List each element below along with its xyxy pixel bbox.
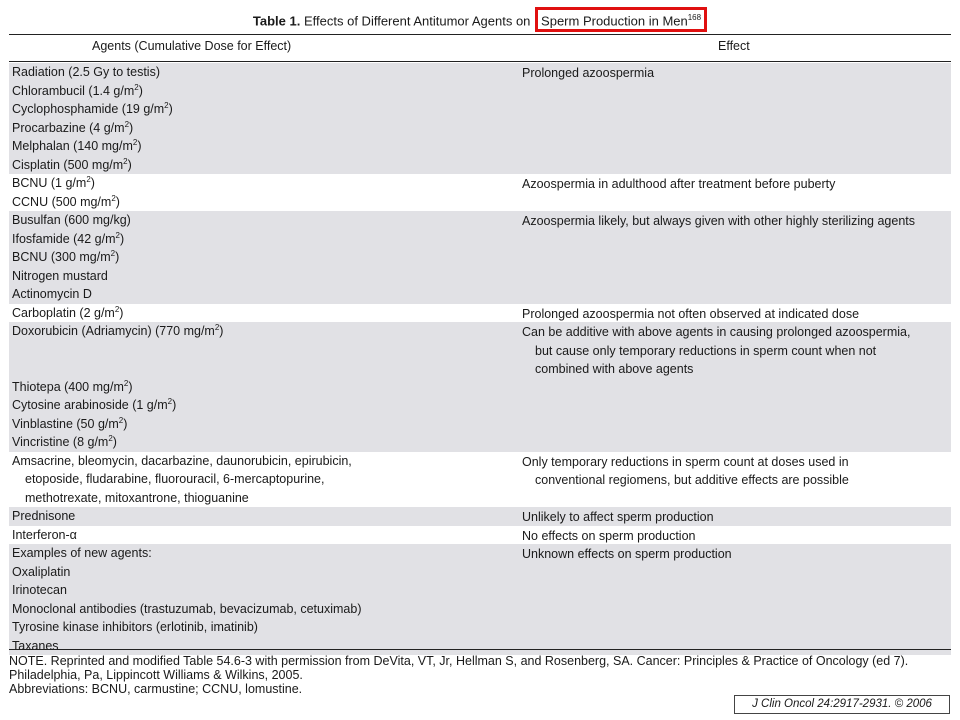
title-reference: 168 (687, 13, 702, 22)
dose-unit-superscript: 2 (114, 304, 120, 314)
effect-text: but cause only temporary reductions in sperm count when not (535, 343, 877, 358)
agent-line (12, 396, 512, 415)
agents-cell (12, 507, 512, 526)
agent-text: Cyclophosphamide (19 g/m (12, 102, 165, 116)
agent-text: Procarbazine (4 g/m (12, 120, 125, 135)
dose-unit-superscript: 2 (118, 415, 124, 425)
agent-text: Carboplatin (2 g/m (12, 305, 115, 320)
agents-cell (12, 63, 512, 174)
agent-text: Taxanes (12, 638, 59, 653)
effect-text: Can be additive with above agents in causing prolonged azoospermia, (522, 325, 911, 339)
title-highlight-text: Sperm Production in Men (541, 13, 688, 29)
agent-text: Chlorambucil (1.4 g/m (12, 83, 135, 98)
table-body (9, 63, 951, 655)
effect-text: combined with above agents (535, 362, 694, 376)
dose-unit-superscript: 2 (134, 82, 139, 92)
effect-text: Azoospermia likely, but always given with other highly sterilizing agents (522, 214, 916, 228)
agent-text: Prednisone (12, 509, 76, 523)
effect-text: Azoospermia in adulthood after treatment before puberty (522, 177, 836, 191)
effect-text: Unlikely to affect sperm production (522, 510, 714, 524)
agent-text-close: ) (90, 176, 95, 190)
agent-line (12, 304, 512, 323)
agent-line (12, 119, 512, 138)
dose-unit-superscript: 2 (123, 378, 129, 388)
dose-unit-superscript: 2 (167, 396, 173, 406)
agent-text: Thiotepa (400 mg/m (12, 379, 124, 394)
journal-citation: J Clin Oncol 24:2917-2931. © 2006 (734, 695, 950, 714)
agent-line (12, 267, 512, 286)
agents-cell (12, 322, 512, 452)
footnote-line: NOTE. Reprinted and modified Table 54.6-3 with permission from DeVita, VT, Jr, Hellman S, and Rosenberg, SA. Cancer: Principles & Practice of Oncology (ed 7). (9, 654, 909, 668)
table-footnote (9, 654, 949, 696)
column-header-agents: Agents (Cumulative Dose for Effect) (92, 39, 292, 53)
table-row (9, 526, 951, 545)
agents-cell (12, 544, 512, 655)
table-row (9, 63, 951, 174)
dose-unit-superscript: 2 (164, 100, 169, 110)
table-row (9, 452, 951, 508)
agent-text-close: ) (137, 139, 142, 153)
agent-text: Ifosfamide (42 g/m (12, 231, 116, 246)
table-row (9, 211, 951, 304)
agent-line (12, 137, 512, 156)
agent-text: BCNU (300 mg/m (12, 250, 111, 264)
agent-line (12, 248, 512, 267)
table-top-rule (9, 34, 951, 35)
title-highlight-box (535, 7, 707, 32)
agent-line (12, 378, 512, 397)
agent-line (12, 470, 512, 489)
dose-unit-superscript: 2 (123, 156, 128, 166)
abbreviations-line: Abbreviations: BCNU, carmustine; CCNU, lomustine. (9, 682, 303, 696)
table-title (0, 7, 960, 29)
effect-cell (522, 544, 950, 564)
agent-text: Vinblastine (50 g/m (12, 416, 119, 431)
agent-text-close: ) (115, 194, 120, 209)
agent-text: Nitrogen mustard (12, 268, 108, 283)
agent-text: Vincristine (8 g/m (12, 435, 109, 449)
dose-unit-superscript: 2 (111, 193, 116, 203)
effect-cell (522, 507, 950, 527)
agent-text: Cytosine arabinoside (1 g/m (12, 398, 168, 412)
agent-line (12, 433, 512, 452)
agent-text: BCNU (1 g/m (12, 176, 87, 190)
agent-text-close: ) (138, 83, 143, 98)
agent-line (12, 507, 512, 526)
effect-cell (522, 174, 950, 194)
agent-line (12, 581, 512, 600)
agent-line (12, 285, 512, 304)
column-header-effect: Effect (718, 39, 750, 53)
agent-text: Radiation (2.5 Gy to testis) (12, 65, 160, 79)
agent-text: Amsacrine, bleomycin, dacarbazine, daunorubicin, epirubicin, (12, 453, 352, 468)
agent-text: methotrexate, mitoxantrone, thioguanine (25, 490, 249, 505)
effect-text: Only temporary reductions in sperm count at doses used in (522, 454, 849, 469)
footnote-line: Philadelphia, Pa, Lippincott Williams & Wilkins, 2005. (9, 668, 303, 682)
dose-unit-superscript: 2 (214, 322, 220, 332)
agent-line (12, 174, 512, 193)
agent-line (12, 63, 512, 82)
agents-cell (12, 526, 512, 545)
table-row (9, 322, 951, 452)
effect-cell (522, 211, 950, 231)
effect-cell (522, 322, 950, 379)
agent-text: etoposide, fludarabine, fluorouracil, 6-mercaptopurine, (25, 472, 325, 486)
agent-line (12, 489, 512, 508)
agent-line (12, 230, 512, 249)
dose-unit-superscript: 2 (86, 174, 91, 184)
agent-line (12, 193, 512, 212)
agents-cell (12, 211, 512, 304)
table-row (9, 507, 951, 526)
agent-text: Examples of new agents: (12, 546, 152, 560)
agent-text: CCNU (500 mg/m (12, 194, 112, 209)
table-row (9, 304, 951, 323)
effect-text: Prolonged azoospermia not often observed at indicated dose (522, 306, 860, 321)
agents-cell (12, 452, 512, 508)
agents-cell (12, 174, 512, 211)
agent-line (12, 563, 512, 582)
agents-cell (12, 304, 512, 323)
agent-text-close: ) (123, 416, 128, 431)
agent-text: Irinotecan (12, 583, 67, 597)
agent-line (12, 100, 512, 119)
agent-text: Monoclonal antibodies (trastuzumab, bevacizumab, cetuximab) (12, 601, 362, 616)
agent-line (12, 359, 512, 378)
agent-line (12, 82, 512, 101)
effect-cell (522, 526, 950, 546)
agent-text: Actinomycin D (12, 287, 92, 301)
agent-text-close: ) (128, 379, 133, 394)
agent-line (12, 211, 512, 230)
agent-line (12, 618, 512, 637)
agent-line (12, 637, 512, 656)
agent-line (12, 322, 512, 341)
agent-text: Doxorubicin (Adriamycin) (770 mg/m (12, 324, 215, 338)
agent-line (12, 600, 512, 619)
agent-line (12, 341, 512, 360)
table-header-rule (9, 61, 951, 62)
effect-text: No effects on sperm production (522, 528, 696, 543)
table-number: Table 1. (252, 13, 301, 29)
dose-unit-superscript: 2 (110, 248, 116, 258)
agent-text: Melphalan (140 mg/m (12, 139, 133, 153)
agent-line (12, 415, 512, 434)
effect-cell (522, 304, 950, 324)
table-row (9, 174, 951, 211)
agent-text-close: ) (119, 231, 125, 246)
effect-cell (522, 63, 950, 83)
effect-text: Unknown effects on sperm production (522, 547, 732, 561)
agent-text-close: ) (129, 120, 134, 135)
agent-text-close: ) (127, 157, 132, 172)
dose-unit-superscript: 2 (132, 137, 138, 147)
table-row (9, 544, 951, 655)
effect-cell (522, 452, 950, 490)
effect-text: Prolonged azoospermia (522, 66, 655, 80)
agent-text-close: ) (168, 102, 173, 116)
agent-text: Cisplatin (500 mg/m (12, 157, 124, 172)
agent-text-close: ) (219, 324, 224, 338)
agent-text: Oxaliplatin (12, 564, 71, 579)
agent-line (12, 452, 512, 471)
agent-text: Tyrosine kinase inhibitors (erlotinib, imatinib) (12, 620, 258, 634)
agent-text-close: ) (115, 250, 120, 264)
agent-text-close: ) (119, 305, 124, 320)
agent-text-close: ) (112, 435, 117, 449)
table-bottom-rule (9, 649, 951, 650)
agent-line (12, 544, 512, 563)
agent-text: Busulfan (600 mg/kg) (12, 213, 131, 227)
table-title-text: Effects of Different Antitumor Agents on (303, 13, 531, 29)
agent-text: Interferon-α (12, 527, 77, 542)
agent-line (12, 526, 512, 545)
dose-unit-superscript: 2 (124, 119, 130, 129)
dose-unit-superscript: 2 (115, 230, 120, 240)
dose-unit-superscript: 2 (108, 433, 113, 443)
agent-line (12, 156, 512, 175)
agent-text-close: ) (172, 398, 177, 412)
effect-text: conventional regiomens, but additive effects are possible (535, 473, 849, 487)
